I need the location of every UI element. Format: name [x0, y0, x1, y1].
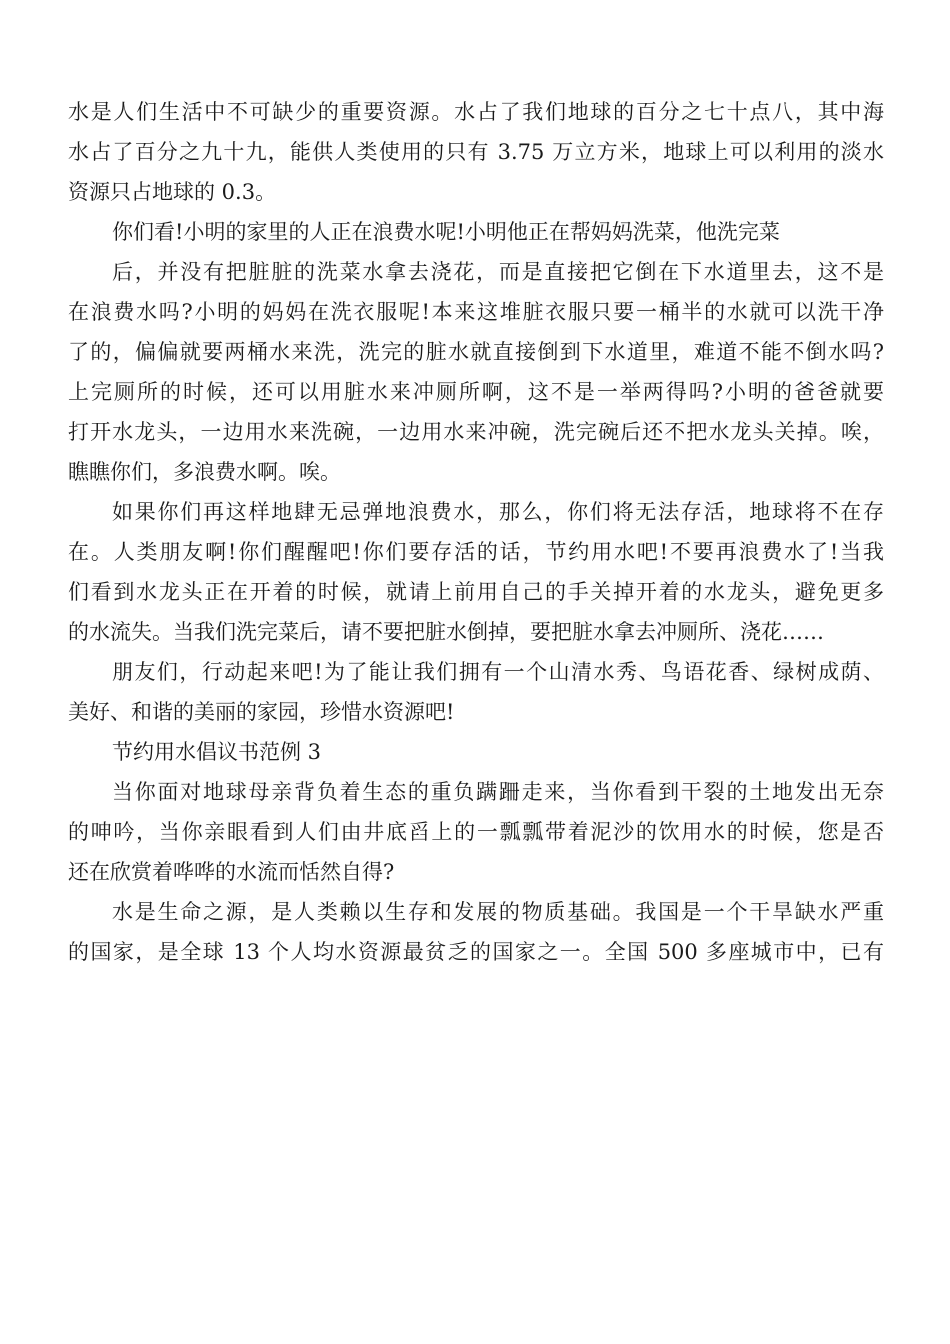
- document-body: [68, 92, 884, 972]
- text-line: 水是人们生活中不可缺少的重要资源。水占了我们地球的百分之七十点八，其中海: [68, 100, 884, 124]
- text-line: 还在欣赏着哗哗的水流而恬然自得?: [68, 860, 395, 884]
- text-line: 美好、和谐的美丽的家园，珍惜水资源吧!: [68, 700, 455, 724]
- text-line: 的水流失。当我们洗完菜后，请不要把脏水倒掉，要把脏水拿去冲厕所、浇花……: [68, 620, 824, 644]
- text-line: 你们看!小明的家里的人正在浪费水呢!小明他正在帮妈妈洗菜，他洗完菜: [112, 220, 780, 244]
- text-line: 打开水龙头，一边用水来洗碗，一边用水来冲碗，洗完碗后还不把水龙头关掉。唉，: [68, 420, 884, 444]
- text-line: 的国家，是全球 13 个人均水资源最贫乏的国家之一。全国 500 多座城市中，已有: [68, 940, 884, 964]
- section-heading: 节约用水倡议书范例 3: [112, 740, 322, 764]
- text-line: 的呻吟，当你亲眼看到人们由井底舀上的一瓢瓢带着泥沙的饮用水的时候，您是否: [68, 820, 884, 844]
- text-line: 了的，偏偏就要两桶水来洗，洗完的脏水就直接倒到下水道里，难道不能不倒水吗?: [68, 340, 884, 364]
- text-line: 在浪费水吗?小明的妈妈在洗衣服呢!本来这堆脏衣服只要一桶半的水就可以洗干净: [68, 300, 884, 324]
- text-line: 水是生命之源，是人类赖以生存和发展的物质基础。我国是一个干旱缺水严重: [112, 900, 884, 924]
- text-line: 上完厕所的时候，还可以用脏水来冲厕所啊，这不是一举两得吗?小明的爸爸就要: [68, 380, 884, 404]
- text-line: 在。人类朋友啊!你们醒醒吧!你们要存活的话，节约用水吧!不要再浪费水了!当我: [68, 540, 884, 564]
- text-line: 后，并没有把脏脏的洗菜水拿去浇花，而是直接把它倒在下水道里去，这不是: [112, 260, 884, 284]
- text-line: 水占了百分之九十九，能供人类使用的只有 3.75 万立方米，地球上可以利用的淡水: [68, 140, 884, 164]
- text-line: 朋友们，行动起来吧!为了能让我们拥有一个山清水秀、鸟语花香、绿树成荫、: [112, 660, 884, 684]
- text-line: 如果你们再这样地肆无忌弹地浪费水，那么，你们将无法存活，地球将不在存: [112, 500, 884, 524]
- text-line: 瞧瞧你们，多浪费水啊。唉。: [68, 460, 341, 484]
- text-line: 们看到水龙头正在开着的时候，就请上前用自己的手关掉开着的水龙头，避免更多: [68, 580, 884, 604]
- text-line: 资源只占地球的 0.3。: [68, 180, 277, 204]
- text-line: 当你面对地球母亲背负着生态的重负蹒跚走来，当你看到干裂的土地发出无奈: [112, 780, 884, 804]
